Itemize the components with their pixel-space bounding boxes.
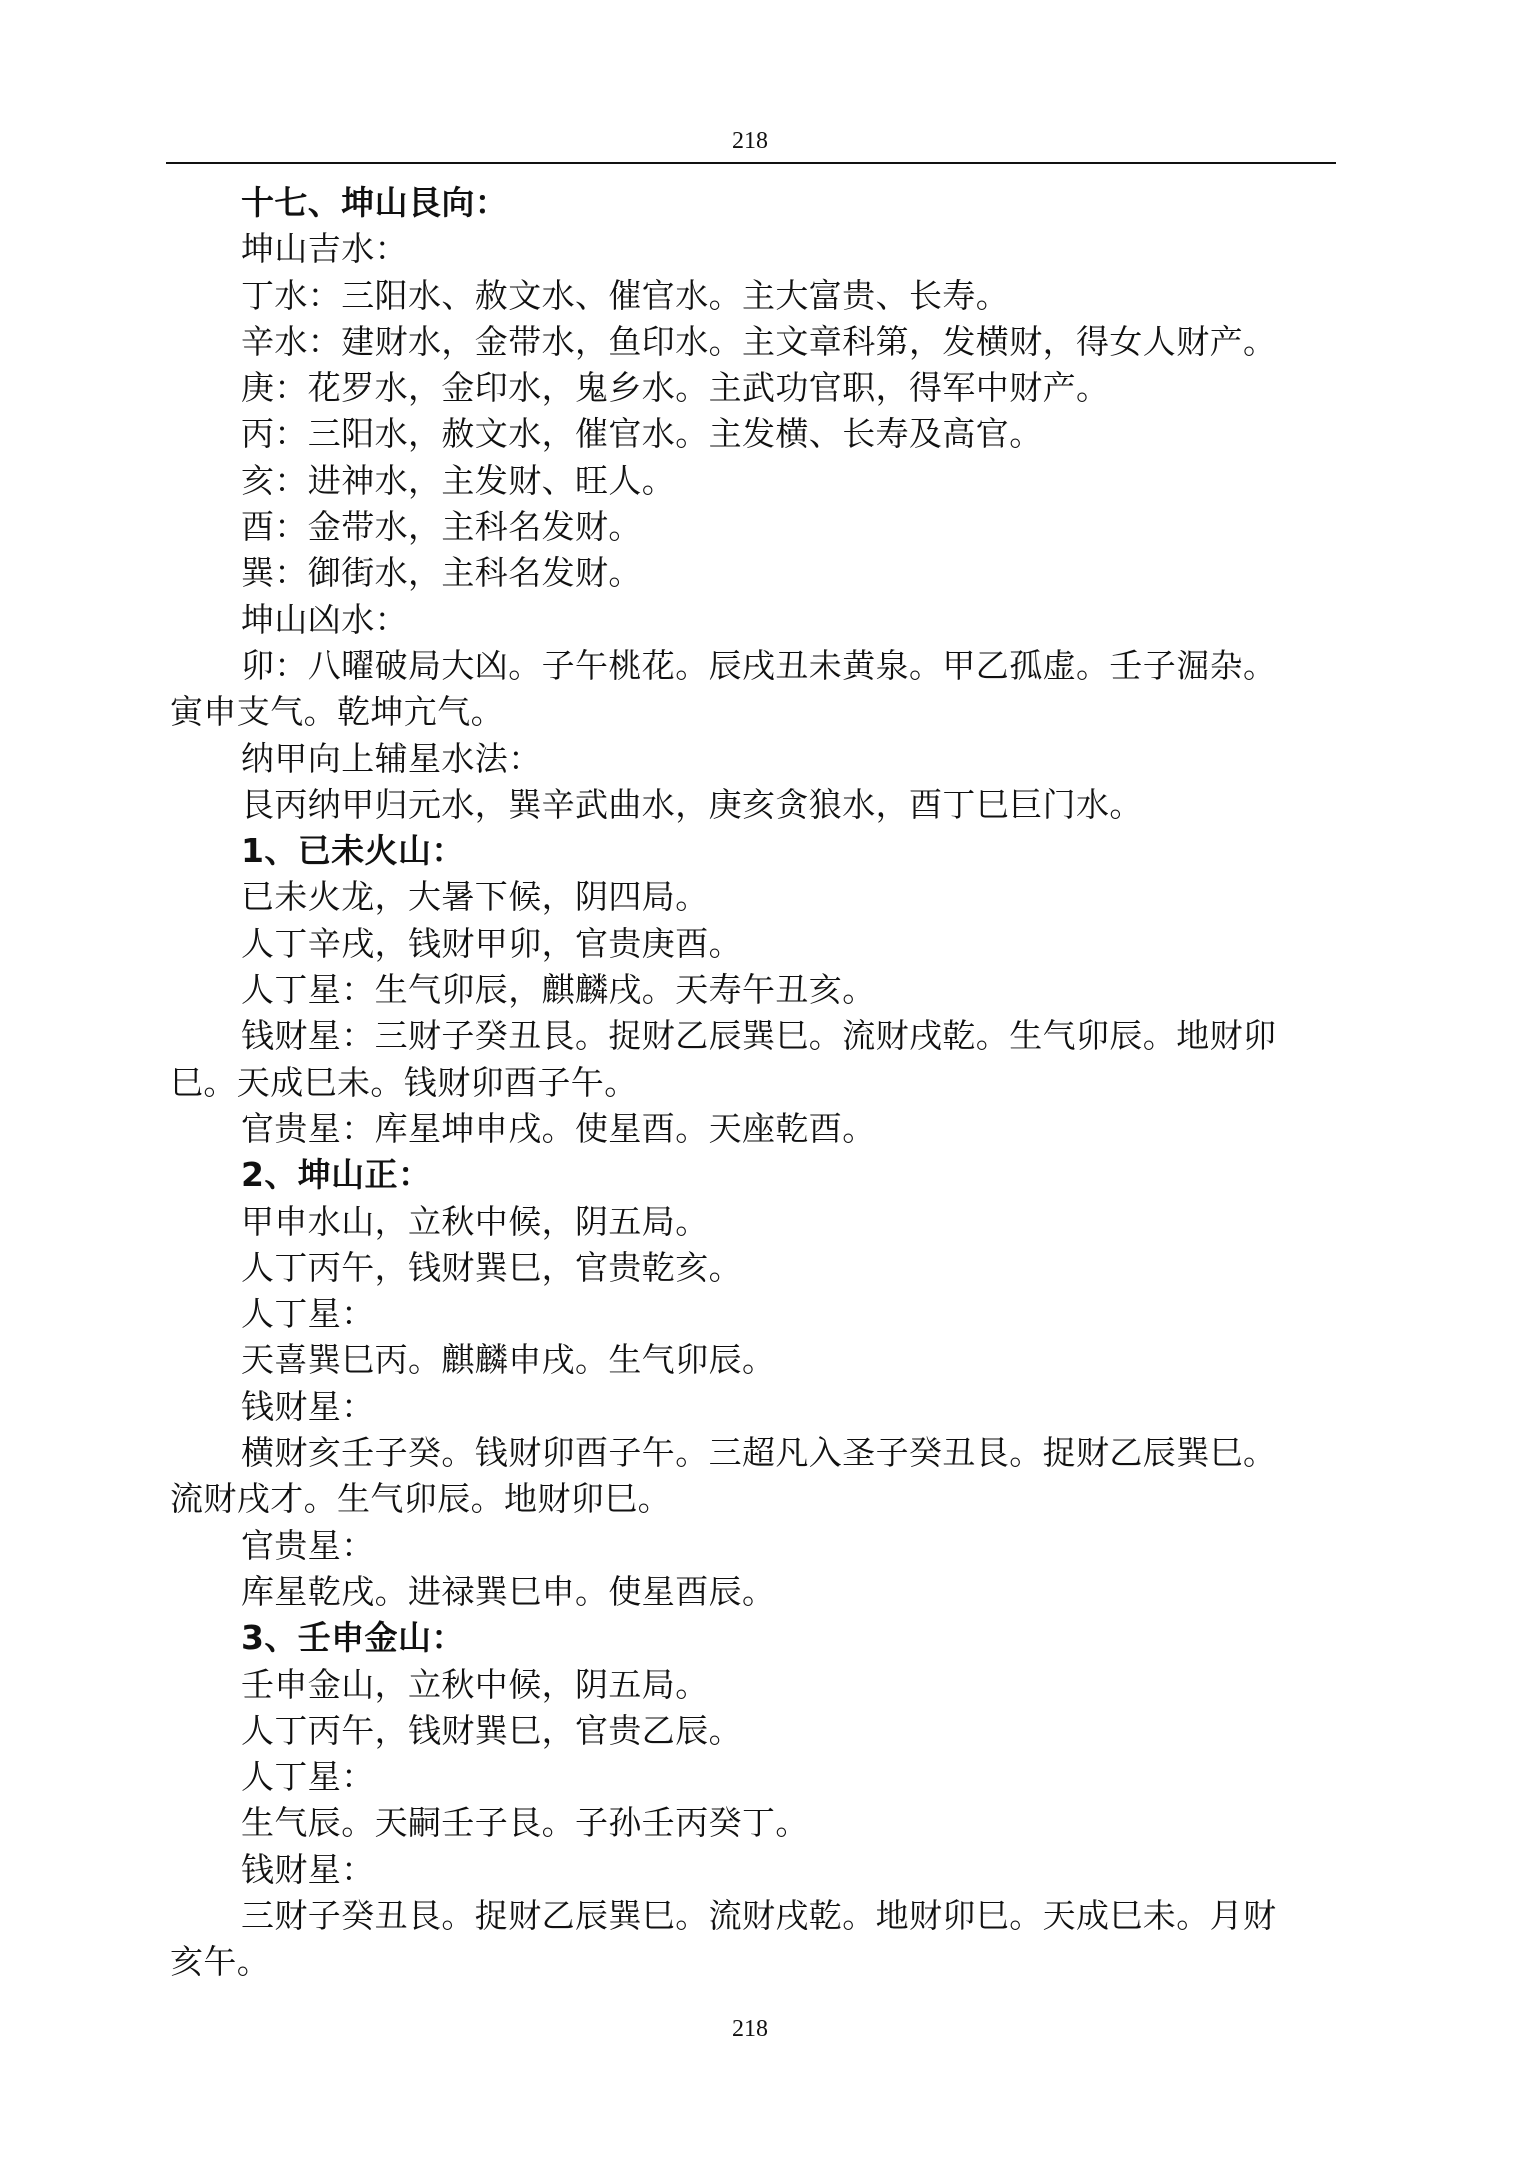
- text-line: 坤山吉水：: [241, 229, 408, 269]
- section-heading: 十七、坤山艮向：: [241, 183, 509, 222]
- text-line: 钱财星：: [241, 1849, 375, 1889]
- text-line: 人丁丙午，钱财巽巳，官贵乙辰。: [241, 1710, 742, 1750]
- text-line: 人丁星：: [241, 1757, 375, 1797]
- text-line: 甲申水山，立秋中候，阴五局。: [241, 1201, 709, 1241]
- text-line: 巽：御街水，主科名发财。: [241, 553, 642, 593]
- text-line: 人丁辛戌，钱财甲卯，官贵庚酉。: [241, 923, 742, 963]
- section-heading: 2、坤山正：: [241, 1155, 432, 1195]
- text-line: 已未火龙，大暑下候，阴四局。: [241, 877, 709, 917]
- section-heading: 3、壬申金山：: [241, 1618, 465, 1658]
- text-line: 巳。天成巳未。钱财卯酉子午。: [170, 1062, 638, 1102]
- text-line: 库星乾戌。进禄巽巳申。使星酉辰。: [241, 1571, 776, 1611]
- text-line: 亥午。: [170, 1942, 271, 1982]
- text-line: 横财亥壬子癸。钱财卯酉子午。三超凡入圣子癸丑艮。捉财乙辰巽巳。: [241, 1433, 1277, 1473]
- text-line: 辛水：建财水，金带水，鱼印水。主文章科第，发横财，得女人财产。: [241, 321, 1277, 361]
- text-line: 人丁星：生气卯辰，麒麟戌。天寿午丑亥。: [241, 970, 876, 1010]
- text-line: 人丁星：: [241, 1294, 375, 1334]
- text-line: 艮丙纳甲归元水，巽辛武曲水，庚亥贪狼水，酉丁巳巨门水。: [241, 784, 1143, 824]
- text-line: 人丁丙午，钱财巽巳，官贵乾亥。: [241, 1247, 742, 1287]
- text-line: 天喜巽巳丙。麒麟申戌。生气卯辰。: [241, 1340, 776, 1380]
- text-line: 丙：三阳水，赦文水，催官水。主发横、长寿及高官。: [241, 414, 1043, 454]
- section-heading: 1、已未火山：: [241, 831, 465, 871]
- text-line: 官贵星：: [241, 1525, 375, 1565]
- text-line: 钱财星：三财子癸丑艮。捉财乙辰巽巳。流财戌乾。生气卯辰。地财卯: [241, 1016, 1277, 1056]
- page-number-bottom: 218: [732, 2016, 768, 2042]
- page-number-top: 218: [732, 128, 768, 154]
- text-line: 酉：金带水，主科名发财。: [241, 507, 642, 547]
- text-line: 壬申金山，立秋中候，阴五局。: [241, 1664, 709, 1704]
- text-line: 流财戌才。生气卯辰。地财卯巳。: [170, 1479, 671, 1519]
- text-line: 官贵星：库星坤申戌。使星酉。天座乾酉。: [241, 1108, 876, 1148]
- text-line: 钱财星：: [241, 1386, 375, 1426]
- text-line: 纳甲向上辅星水法：: [241, 738, 542, 778]
- header-rule: [166, 162, 1336, 164]
- text-line: 三财子癸丑艮。捉财乙辰巽巳。流财戌乾。地财卯巳。天成巳未。月财: [241, 1895, 1277, 1935]
- text-line: 庚：花罗水，金印水，鬼乡水。主武功官职，得军中财产。: [241, 368, 1110, 408]
- text-line: 寅申支气。乾坤亢气。: [170, 692, 504, 732]
- text-line: 亥：进神水，主发财、旺人。: [241, 460, 676, 500]
- text-line: 生气辰。天嗣壬子艮。子孙壬丙癸丁。: [241, 1803, 809, 1843]
- text-line: 坤山凶水：: [241, 599, 408, 639]
- text-line: 丁水：三阳水、赦文水、催官水。主大富贵、长寿。: [241, 275, 1010, 315]
- text-line: 卯：八曜破局大凶。子午桃花。辰戌丑未黄泉。甲乙孤虚。壬子淈杂。: [241, 645, 1277, 685]
- document-body: [170, 180, 1340, 1986]
